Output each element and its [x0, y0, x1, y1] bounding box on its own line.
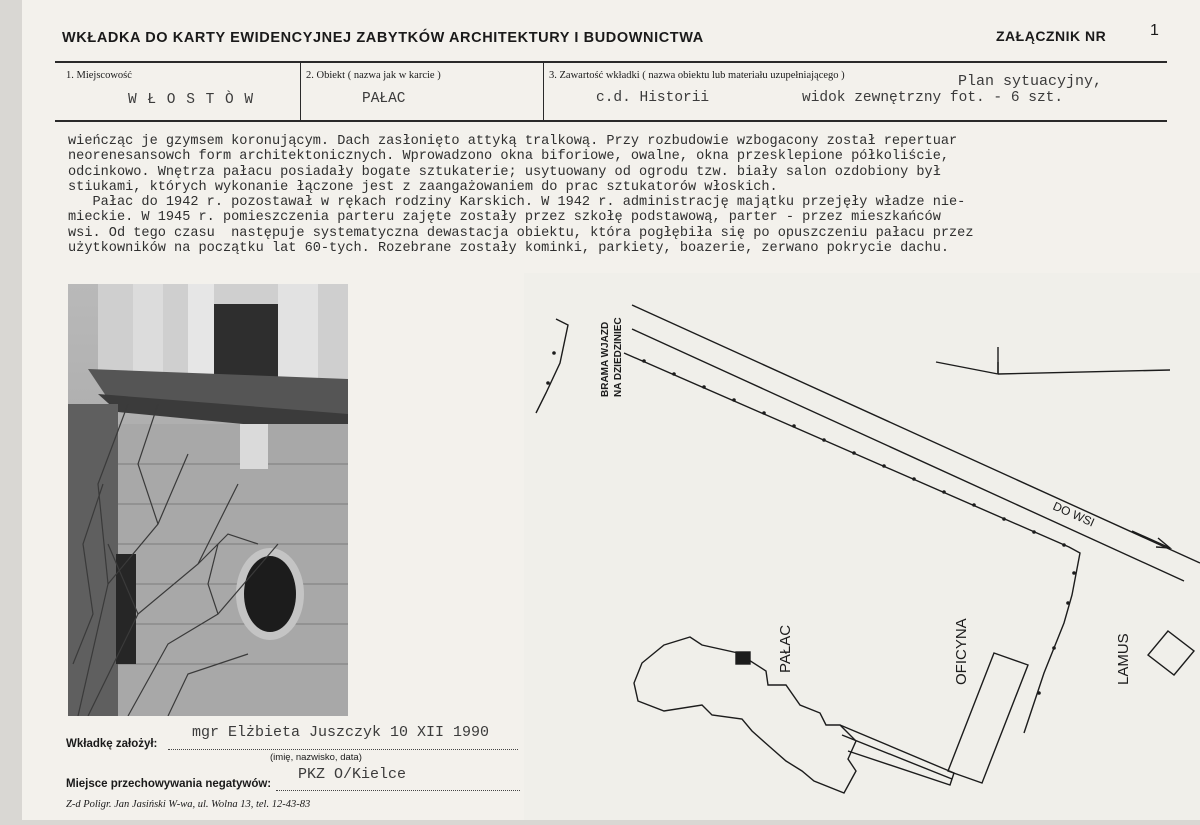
- contents-value-3: widok zewnętrzny fot. - 6 szt.: [802, 90, 1064, 106]
- contents-value-2: Plan sytuacyjny,: [958, 73, 1103, 90]
- author-label: Wkładkę założył:: [66, 738, 158, 750]
- printer-imprint: Z-d Poligr. Jan Jasiński W-wa, ul. Wolna 13, tel. 12-43-83: [66, 799, 311, 810]
- attachment-label: ZAŁĄCZNIK NR: [996, 28, 1107, 44]
- author-note: (imię, nazwisko, data): [270, 752, 362, 763]
- site-plan-drawing: [524, 273, 1200, 820]
- storage-value: PKZ O/Kielce: [298, 766, 407, 783]
- gate-label: BRAMA WJAZD: [600, 321, 611, 397]
- palace-label: PAŁAC: [777, 624, 794, 673]
- contents-label: 3. Zawartość wkładki ( nazwa obiektu lub materiału uzupełniającego ): [549, 70, 845, 81]
- history-line: mieckie. W 1945 r. pomieszczenia parteru zajęte zostały przez szkołę podstawową, parter - przez mieszkańców: [68, 210, 941, 226]
- document-title: WKŁADKA DO KARTY EWIDENCYJNEJ ZABYTKÓW ARCHITEKTURY I BUDOWNICTWA: [62, 30, 704, 46]
- header-rule-bottom: [55, 120, 1167, 122]
- field-divider: [543, 63, 544, 120]
- attachment-number: 1: [1150, 22, 1159, 39]
- site-plan: [524, 273, 1200, 820]
- history-line: Pałac do 1942 r. pozostawał w rękach rodziny Karskich. W 1942 r. administrację majątku przejęły władze nie-: [68, 195, 966, 211]
- locality-value: W Ł O S T Ò W: [128, 92, 255, 108]
- history-line: stiukami, których wykonanie łączone jest z zaangażowaniem do prac sztukatorów włoskich.: [68, 179, 778, 195]
- author-value: mgr Elżbieta Juszczyk 10 XII 1990: [192, 724, 490, 741]
- palace-photograph: [68, 284, 348, 716]
- author-dotted-line: [168, 748, 518, 750]
- history-line: neorenesansowch form architektonicznych. Wprowadzono okna biforiowe, owalne, okna przesklepione półkoliście,: [68, 149, 950, 165]
- granary-label: LAMUS: [1115, 633, 1132, 685]
- gate-label: NA DZIEDZINIEC: [613, 317, 624, 397]
- history-line: wieńcząc je gzymsem koronującym. Dach zasłonięto attyką tralkową. Przy rozbudowie wzbogacony został repertuar: [68, 134, 958, 149]
- road-label: DO WSI: [1050, 498, 1097, 530]
- annex-label: OFICYNA: [953, 618, 970, 685]
- storage-label: Miejsce przechowywania negatywów:: [66, 778, 272, 790]
- history-text: [68, 134, 1176, 256]
- object-label: 2. Obiekt ( nazwa jak w karcie ): [306, 70, 441, 81]
- history-line: użytkowników na początku lat 60-tych. Rozebrane zostały kominki, parkiety, boazerie, zerwano pokrycie dachu.: [68, 241, 950, 257]
- object-value: PAŁAC: [362, 91, 406, 107]
- header-rule-top: [55, 61, 1167, 63]
- history-line: wsi. Od tego czasu następuje systematyczna dewastacja obiektu, która pogłębiła się po opuszczeniu pałacu przez: [68, 225, 974, 241]
- photo-image: [68, 284, 348, 716]
- locality-label: 1. Miejscowość: [66, 70, 132, 81]
- field-divider: [300, 63, 301, 120]
- storage-dotted-line: [276, 789, 520, 791]
- contents-value-1: c.d. Historii: [596, 90, 710, 106]
- history-line: odcinkowo. Wnętrza pałacu posiadały bogate sztukaterie; usytuowany od ogrodu tzw. biały salon ozdobiony był: [68, 164, 941, 180]
